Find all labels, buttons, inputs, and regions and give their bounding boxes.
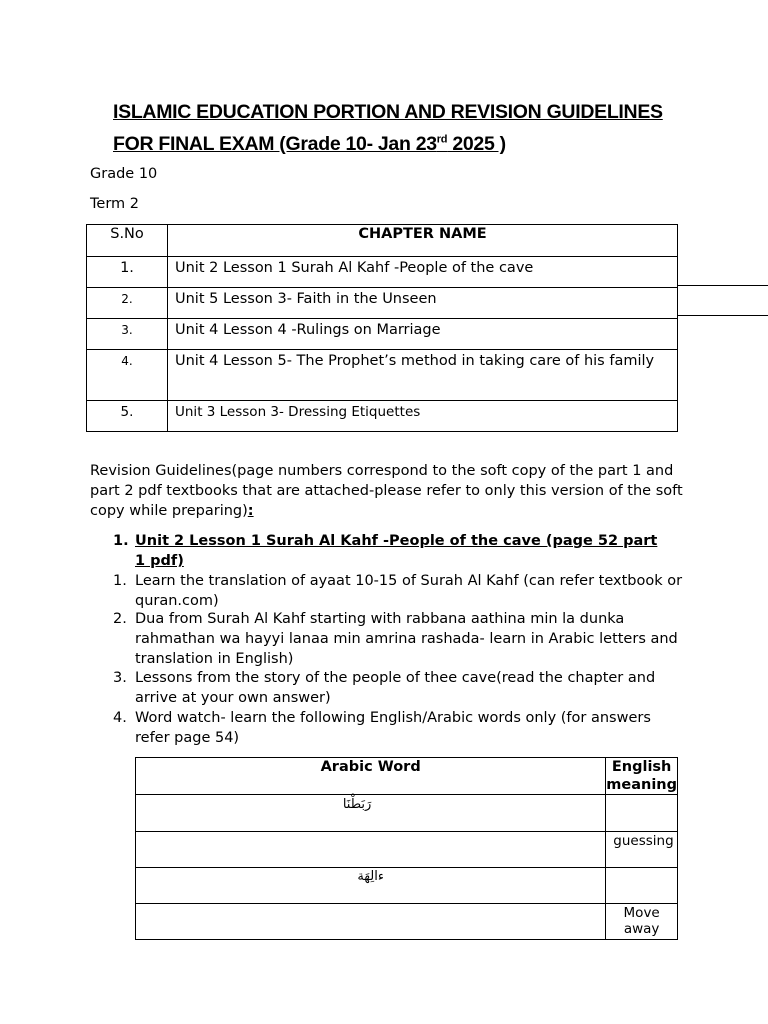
table-header-row xyxy=(87,225,678,257)
grade-label: Grade 10 xyxy=(90,166,158,182)
table-row xyxy=(136,795,678,832)
table-header-row xyxy=(136,758,678,795)
sno-cell: 4. xyxy=(87,350,168,401)
list-item-text: Word watch- learn the following English/Arabic words only (for answers refer page 54) xyxy=(135,710,651,746)
section-number: 1. xyxy=(113,533,129,549)
stray-border-line xyxy=(678,315,768,316)
term-label: Term 2 xyxy=(90,196,139,212)
section-title: Unit 2 Lesson 1 Surah Al Kahf -People of the cave (page 52 part 1 pdf) xyxy=(135,533,658,569)
arabic-word-cell: ءالِهَة xyxy=(136,868,606,904)
column-header-english: English meaning xyxy=(606,759,678,793)
list-item-number: 4. xyxy=(113,710,127,726)
table-row xyxy=(87,257,678,288)
chapter-name-cell: Unit 3 Lesson 3- Dressing Etiquettes xyxy=(168,401,678,432)
english-meaning-cell: Move away xyxy=(606,904,678,940)
english-meaning-cell xyxy=(606,868,678,904)
english-meaning-cell: guessing xyxy=(606,832,678,868)
chapter-name-cell: Unit 4 Lesson 4 -Rulings on Marriage xyxy=(168,319,678,350)
list-item-text: Lessons from the story of the people of thee cave(read the chapter and arrive at your own answer) xyxy=(135,670,656,706)
column-header-arabic: Arabic Word xyxy=(136,758,606,795)
sno-cell: 1. xyxy=(87,257,168,288)
table-row xyxy=(87,319,678,350)
arabic-word-cell xyxy=(136,832,606,868)
chapters-table xyxy=(86,224,678,432)
column-header-sno: S.No xyxy=(87,225,168,257)
list-item-text: Learn the translation of ayaat 10-15 of Surah Al Kahf (can refer textbook or quran.com) xyxy=(135,573,683,609)
arabic-word-cell: رَبَطْنَا xyxy=(136,795,606,832)
chapter-name-cell: Unit 4 Lesson 5- The Prophet’s method in taking care of his family xyxy=(168,350,678,401)
title-line-1: ISLAMIC EDUCATION PORTION AND REVISION GUIDELINES xyxy=(113,101,663,123)
table-row xyxy=(136,904,678,940)
revision-guidelines-intro: Revision Guidelines(page numbers correspond to the soft copy of the part 1 and part 2 pdf textbooks that are attached-please refer to only this version of the soft copy while preparing): xyxy=(90,463,683,519)
word-watch-table xyxy=(135,757,678,940)
table-row xyxy=(87,288,678,319)
chapter-name-cell: Unit 5 Lesson 3- Faith in the Unseen xyxy=(168,288,678,319)
table-row xyxy=(87,401,678,432)
chapter-name-cell: Unit 2 Lesson 1 Surah Al Kahf -People of the cave xyxy=(168,257,678,288)
document-title xyxy=(113,96,713,160)
english-meaning-cell xyxy=(606,795,678,832)
table-row xyxy=(136,832,678,868)
sno-cell: 5. xyxy=(87,401,168,432)
stray-border-line xyxy=(678,285,768,286)
table-row xyxy=(136,868,678,904)
list-item-number: 2. xyxy=(113,611,127,627)
sno-cell: 3. xyxy=(87,319,168,350)
arabic-word-cell xyxy=(136,904,606,940)
sno-cell: 2. xyxy=(87,288,168,319)
list-item-text: Dua from Surah Al Kahf starting with rabbana aathina min la dunka rahmathan wa hayyi lanaa min amrina rashada- learn in Arabic letters and translation in English) xyxy=(135,611,678,667)
list-item-number: 3. xyxy=(113,670,127,686)
list-item-number: 1. xyxy=(113,573,127,589)
table-row xyxy=(87,350,678,401)
title-line-2: FOR FINAL EXAM (Grade 10- Jan 23rd 2025 ) xyxy=(113,133,506,155)
column-header-chapter-name: CHAPTER NAME xyxy=(168,225,678,257)
